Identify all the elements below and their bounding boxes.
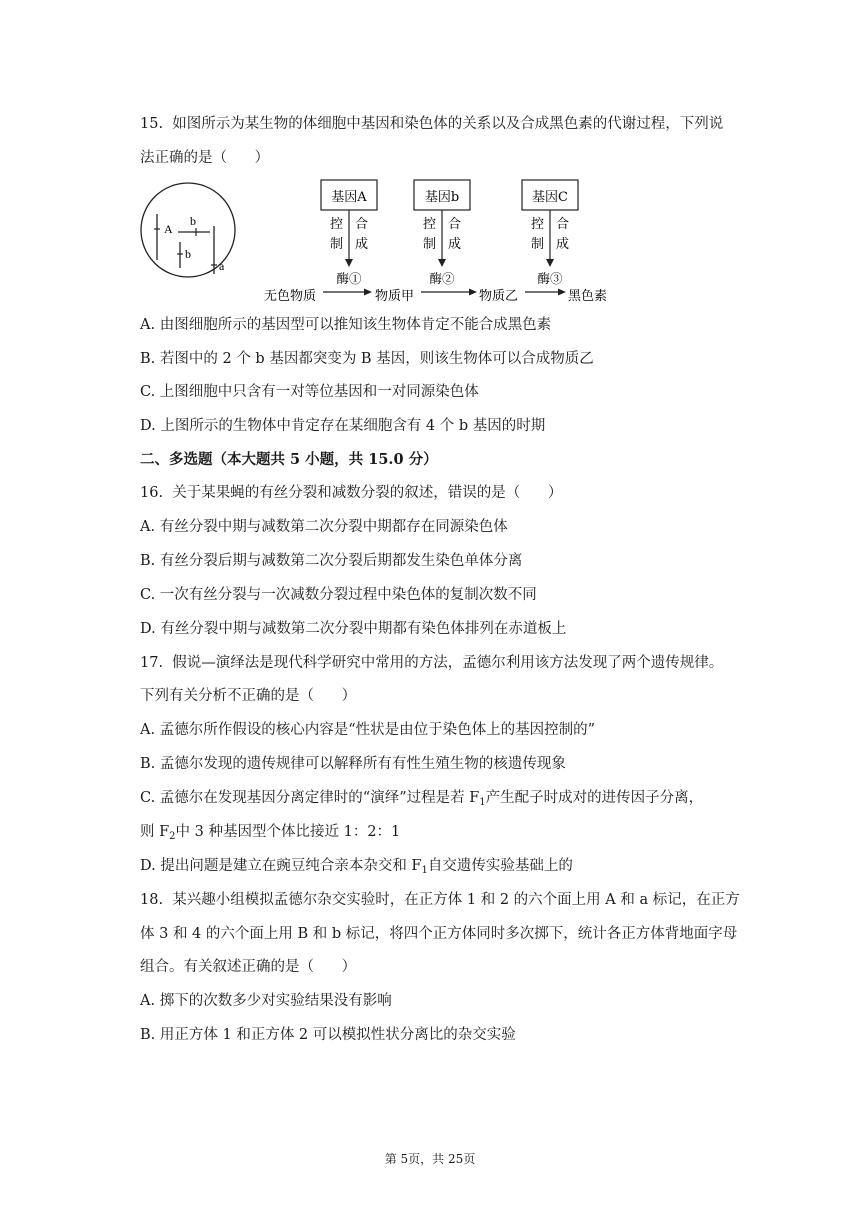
q16-option-d: D. 有丝分裂中期与减数第二次分裂中期都有染色体排列在赤道板上 [140, 621, 567, 637]
q17-option-d: D. 提出问题是建立在豌豆纯合亲本杂交和 $F_1$自交遗传实验基础上的 [140, 858, 573, 876]
page-footer: 第 5页，共 25页 [384, 1152, 476, 1166]
control-A-2: 制 [330, 237, 344, 252]
q18-stem-line2: 体 3 和 4 的六个面上用 B 和 b 标记，将四个正方体同时多次掷下，统计各正方体背地面字母 [140, 926, 738, 942]
form-b-1: 合 [448, 217, 462, 232]
control-A-1: 控 [330, 217, 344, 232]
cell-label-A: A [164, 222, 173, 236]
q16-option-b: B. 有丝分裂后期与减数第二次分裂后期都发生染色单体分离 [140, 553, 523, 569]
form-A-1: 合 [355, 217, 369, 232]
q15-option-c: C. 上图细胞中只含有一对等位基因和一对同源染色体 [140, 384, 479, 400]
gene-box-A-label: 基因A [331, 190, 367, 205]
cell-label-b-upper: b [190, 214, 196, 228]
control-C-2: 制 [531, 237, 545, 252]
q15-stem-line2: 法正确的是（ ） [140, 150, 270, 166]
substance-colorless: 无色物质 [264, 289, 317, 304]
q18-option-b: B. 用正方体 1 和正方体 2 可以模拟性状分离比的杂交实验 [140, 1027, 516, 1043]
q17-option-b: B. 孟德尔发现的遗传规律可以解释所有有性生殖生物的核遗传现象 [140, 756, 566, 772]
substance-melanin: 黑色素 [568, 289, 608, 304]
control-C-1: 控 [531, 217, 545, 232]
q18-option-a: A. 掷下的次数多少对实验结果没有影响 [140, 993, 392, 1009]
section2-heading: 二、多选题（本大题共 5 小题，共 15.0 分） [140, 451, 438, 468]
q18-stem-line1: 18. 某兴趣小组模拟孟德尔杂交实验时，在正方体 1 和 2 的六个面上用 A 和 a 标记，在正方 [140, 892, 740, 908]
q15-option-d: D. 上图所示的生物体中肯定存在某细胞含有 4 个 b 基因的时期 [140, 418, 546, 434]
control-b-1: 控 [423, 217, 437, 232]
form-C-1: 合 [556, 217, 570, 232]
q17-stem-line1: 17. 假说—演绎法是现代科学研究中常用的方法，孟德尔利用该方法发现了两个遗传规律。 [140, 655, 724, 671]
form-C-2: 成 [556, 237, 570, 252]
q17-option-a: A. 孟德尔所作假设的核心内容是“性状是由位于染色体上的基因控制的” [140, 722, 596, 738]
q16-option-a: A. 有丝分裂中期与减数第二次分裂中期都存在同源染色体 [140, 519, 508, 535]
q15-diagram [140, 176, 640, 306]
q16-stem: 16. 关于某果蝇的有丝分裂和减数分裂的叙述，错误的是（ ） [140, 485, 563, 501]
gene-box-b-label: 基因b [424, 190, 460, 205]
q17-stem-line2: 下列有关分析不正确的是（ ） [140, 688, 357, 704]
substance-yi: 物质乙 [479, 289, 519, 304]
q15-option-b: B. 若图中的 2 个 b 基因都突变为 B 基因，则该生物体可以合成物质乙 [140, 351, 594, 367]
q17-option-c-line1: C. 孟德尔在发现基因分离定律时的“演绎”过程是若 $F_1$产生配子时成对的进传因子分离， [140, 790, 704, 808]
q15-option-a: A. 由图细胞所示的基因型可以推知该生物体肯定不能合成黑色素 [140, 317, 552, 333]
q15-stem-line1: 15. 如图所示为某生物的体细胞中基因和染色体的关系以及合成黑色素的代谢过程，下列说 [140, 116, 724, 132]
enzyme-2: 酶② [429, 271, 455, 286]
q16-option-c: C. 一次有丝分裂与一次减数分裂过程中染色体的复制次数不同 [140, 587, 537, 603]
q18-stem-line3: 组合。有关叙述正确的是（ ） [140, 959, 357, 975]
control-b-2: 制 [423, 237, 437, 252]
gene-box-C-label: 基因C [532, 190, 568, 205]
substance-jia: 物质甲 [375, 289, 415, 304]
enzyme-3: 酶③ [537, 271, 563, 286]
form-b-2: 成 [448, 237, 462, 252]
form-A-2: 成 [355, 237, 369, 252]
cell-label-b-lower: b [185, 247, 191, 261]
q17-option-c-line2: 则 $F_2$中 3 种基因型个体比接近 1：2：1 [140, 824, 401, 842]
cell-label-a: a [219, 259, 225, 273]
enzyme-1: 酶① [336, 271, 362, 286]
